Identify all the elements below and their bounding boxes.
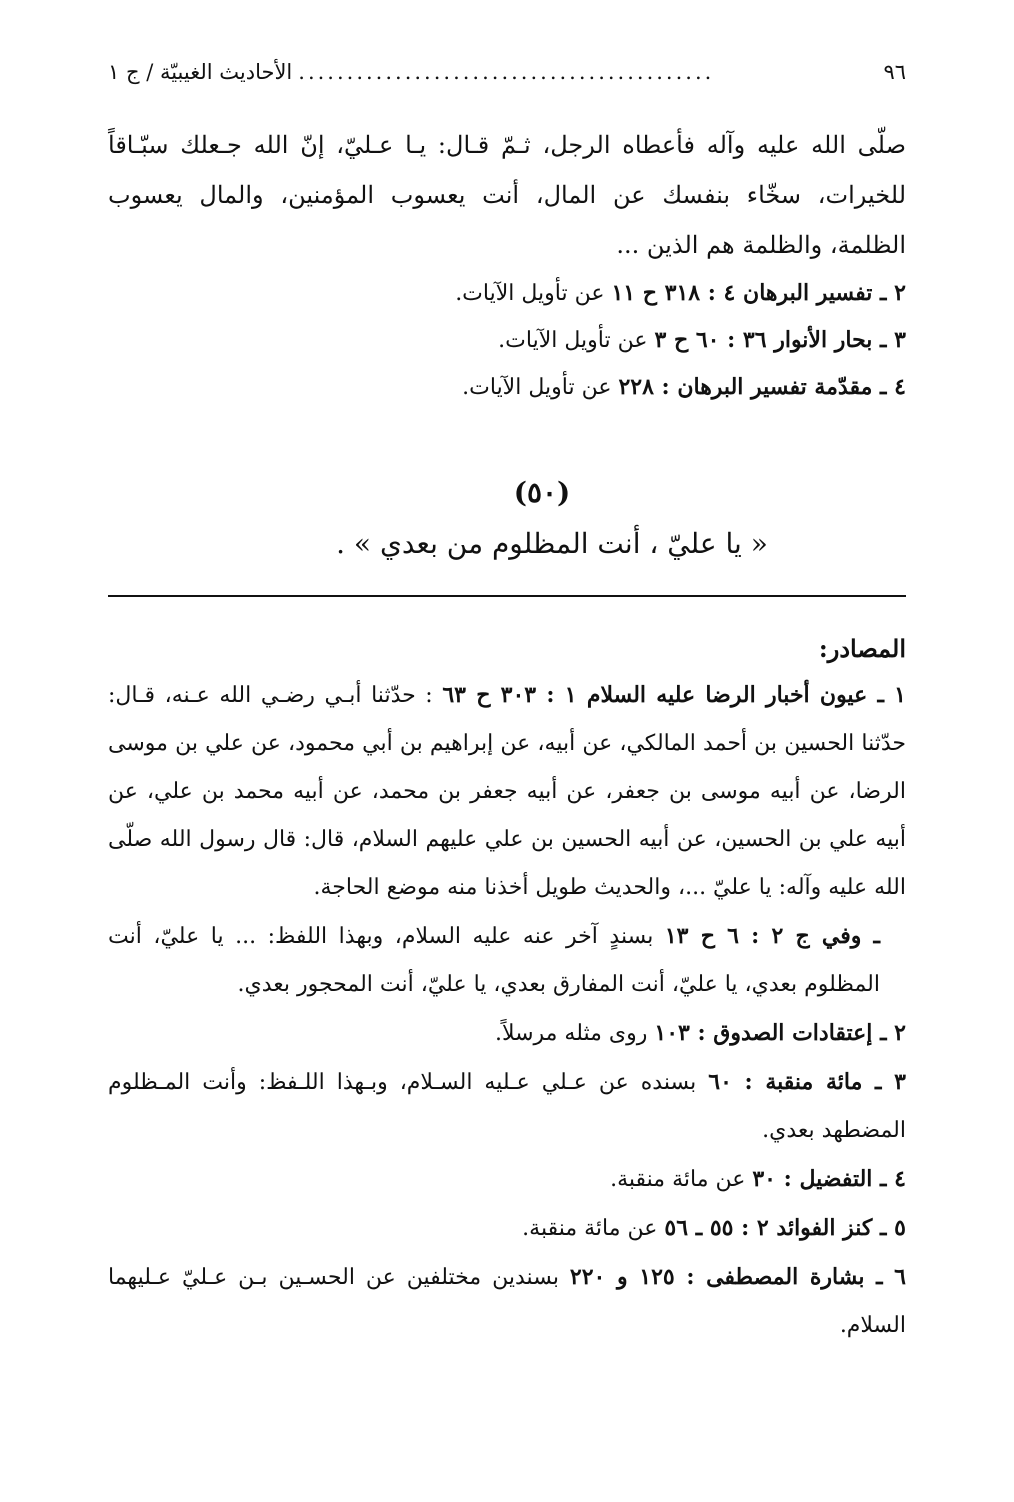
source-lead: ـ وفي ج ٢ : ٦ ح ١٣	[664, 923, 880, 949]
source-item	[108, 1009, 906, 1058]
source-lead: ٥ ـ كنز الفوائد ٢ : ٥٥ ـ ٥٦	[664, 1215, 906, 1241]
sources-title: المصادر:	[818, 634, 906, 663]
header-dot-leader: ...........................................	[298, 60, 715, 84]
reference-lead: ٢ ـ تفسير البرهان ٤ : ٣١٨ ح ١١	[611, 280, 906, 306]
source-rest: روى مثله مرسلاً.	[494, 1021, 655, 1046]
book-title: الأحاديث الغيبيّة / ج ١	[108, 60, 293, 84]
reference-lead: ٣ ـ بحار الأنوار ٣٦ : ٦٠ ح ٣	[654, 327, 906, 353]
reference-item	[108, 364, 906, 411]
source-item	[108, 1253, 906, 1350]
continuation-paragraph: صلّى الله عليه وآله فأعطاه الرجل، ثـمّ قـال: يـا عـليّ، إنّ الله جـعلك سبّـاقاً للخيرات، سخّاء بنفسك عن المال، أنت يعسوب المؤمنين، والمال يعسوب الظلمة، والظلمة هم الذين ...	[108, 131, 907, 259]
source-rest: عن مائة منقبة.	[522, 1216, 665, 1241]
source-item	[108, 1204, 906, 1253]
book-page	[108, 52, 906, 1462]
source-lead: ٤ ـ التفضيل : ٣٠	[752, 1166, 906, 1192]
reference-item	[108, 317, 906, 364]
source-item	[108, 1155, 906, 1204]
reference-lead: ٤ ـ مقدّمة تفسير البرهان : ٢٢٨	[618, 374, 906, 400]
source-item	[108, 1058, 906, 1155]
hadith-text: « يا عليّ ، أنت المظلوم من بعدي » .	[336, 527, 768, 560]
previous-references	[108, 270, 906, 411]
hadith-number: (٥٠)	[513, 476, 571, 509]
source-rest: بسندين مختلفين عن الحسـين بـن عـليّ عـليهما السلام.	[108, 1265, 906, 1338]
source-lead: ٣ ـ مائة منقبة : ٦٠	[708, 1069, 906, 1095]
source-lead: ٦ ـ بشارة المصطفى : ١٢٥ و ٢٢٠	[569, 1264, 906, 1290]
sources-list	[108, 671, 906, 1350]
source-lead: ١ ـ عيون أخبار الرضا عليه السلام ١ : ٣٠٣ ح ٦٣	[442, 682, 906, 708]
reference-rest: عن تأويل الآيات.	[498, 328, 655, 353]
source-item	[108, 912, 906, 1009]
page-header	[108, 52, 906, 92]
source-lead: ٢ ـ إعتقادات الصدوق : ١٠٣	[654, 1020, 906, 1046]
reference-rest: عن تأويل الآيات.	[455, 281, 612, 306]
source-rest: بسندٍ آخر عنه عليه السلام، وبهذا اللفظ: ... يا عليّ، أنت المظلوم بعدي، يا عليّ، أنت المفارق بعدي، يا عليّ، أنت المحجور بعدي.	[108, 924, 880, 997]
source-item	[108, 671, 906, 912]
reference-rest: عن تأويل الآيات.	[462, 375, 619, 400]
section-divider	[108, 595, 906, 597]
source-rest: عن مائة منقبة.	[610, 1167, 753, 1192]
reference-item	[108, 270, 906, 317]
source-rest: : حدّثنا أبـي رضـي الله عـنه، قـال: حدّثنا الحسين بن أحمد المالكي، عن أبيه، عن إبراهيم بن أبي محمود، عن علي بن موسى الرضا، عن أبيه موسى بن جعفر، عن أبيه جعفر بن محمد، عن أبيه محمد بن علي، عن أبيه علي بن الحسين، عن أبيه الحسين بن علي عليهم السلام، قال: قال رسول الله صلّى الله عليه وآله: يا عليّ ...، والحديث طويل أخذنا منه موضع الحاجة.	[108, 683, 906, 900]
page-number: ٩٦	[883, 60, 906, 84]
hadith-block	[108, 471, 906, 573]
source-rest: بسنده عن عـلي عـليه السـلام، وبـهذا اللـفظ: وأنت المـظلوم المضطهد بعدي.	[108, 1070, 906, 1143]
